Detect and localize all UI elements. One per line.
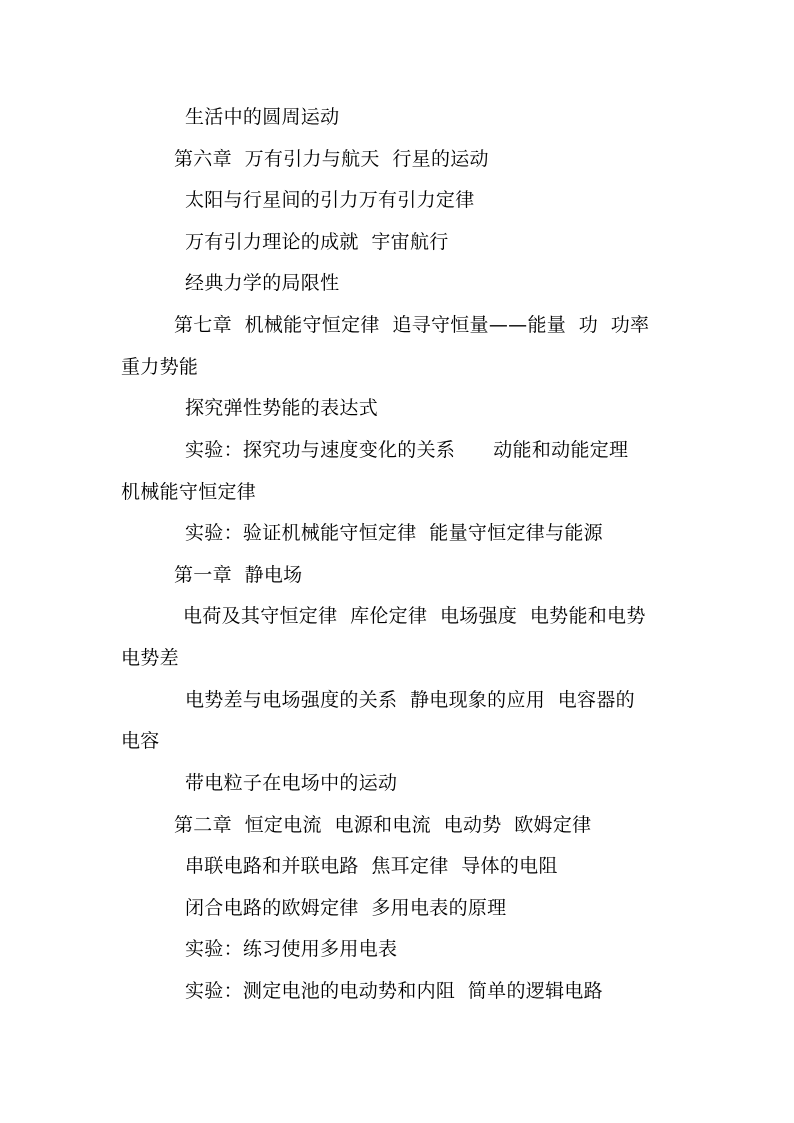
text-line: 实验：验证机械能守恒定律 能量守恒定律与能源 bbox=[185, 522, 603, 544]
text-line: 生活中的圆周运动 bbox=[185, 106, 340, 128]
text-line: 万有引力理论的成就 宇宙航行 bbox=[185, 231, 449, 253]
text-line: 带电粒子在电场中的运动 bbox=[185, 772, 398, 794]
chapter-heading: 第七章 机械能守恒定律 追寻守恒量——能量 功 功率 bbox=[174, 314, 650, 336]
text-line: 太阳与行星间的引力万有引力定律 bbox=[185, 189, 475, 211]
text-line: 经典力学的局限性 bbox=[185, 272, 340, 294]
chapter-heading: 第六章 万有引力与航天 行星的运动 bbox=[174, 148, 489, 170]
text-line: 电势差 bbox=[121, 647, 179, 669]
text-line: 电荷及其守恒定律 库伦定律 电场强度 电势能和电势 bbox=[183, 605, 646, 627]
text-line: 闭合电路的欧姆定律 多用电表的原理 bbox=[185, 897, 507, 919]
text-line: 电势差与电场强度的关系 静电现象的应用 电容器的 bbox=[185, 689, 635, 711]
text-line: 实验：测定电池的电动势和内阻 简单的逻辑电路 bbox=[185, 980, 603, 1002]
chapter-heading: 第二章 恒定电流 电源和电流 电动势 欧姆定律 bbox=[174, 814, 592, 836]
text-line: 重力势能 bbox=[121, 356, 199, 378]
chapter-heading: 第一章 静电场 bbox=[174, 564, 303, 586]
text-line: 实验：探究功与速度变化的关系 动能和动能定理 bbox=[185, 439, 629, 461]
text-line: 电容 bbox=[121, 730, 160, 752]
text-line: 实验：练习使用多用电表 bbox=[185, 938, 398, 960]
text-line: 机械能守恒定律 bbox=[121, 481, 257, 503]
text-line: 探究弹性势能的表达式 bbox=[185, 397, 379, 419]
text-line: 串联电路和并联电路 焦耳定律 导体的电阻 bbox=[185, 855, 558, 877]
